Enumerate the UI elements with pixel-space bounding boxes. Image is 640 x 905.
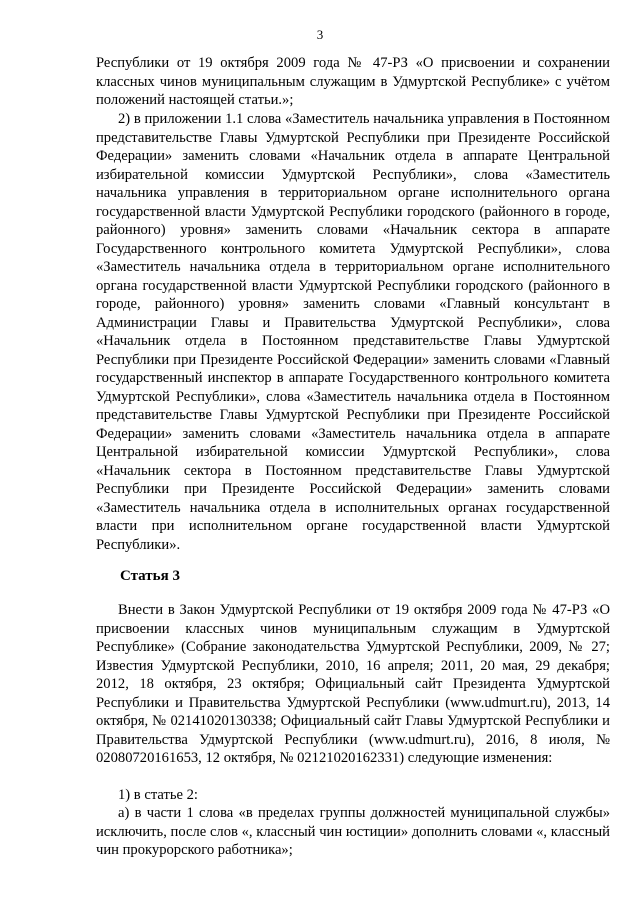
paragraph-item-2: 2) в приложении 1.1 слова «Заместитель начальника управления в Постоянном представительстве Главы Удмуртской Республики при Президенте Российской Федерации» заменить словами «Начальник отдела в аппарате Центральной избирательной комиссии Удмуртской Республики», слова «Заместитель начальника управления в территориальном органе исполнительного органа государственной власти Удмуртской Республики городского (районного в городе, районного) уровня» заменить словами «Начальник сектора в аппарате Государственного контрольного комитета Удмуртской Республики», слова «Заместитель начальника отдела в территориальном органе исполнительного органа государственной власти Удмуртской Республики городского (районного в городе, районного) уровня» заменить словами «Главный консультант в Администрации Главы и Правительства Удмуртской Республики», слова «Начальник отдела в Постоянном представительстве Главы Удмуртской Республики при Президенте Российской Федерации» заменить словами «Главный государственный инспектор в аппарате Государственного контрольного комитета Удмуртской Республики», слова «Заместитель начальника отдела в Постоянном представительстве Главы Удмуртской Республики при Президенте Российской Федерации» заменить словами «Заместитель начальника отдела в аппарате Центральной избирательной комиссии Удмуртской Республики», слова «Начальник сектора в Постоянном представительстве Главы Удмуртской Республики при Президенте Российской Федерации» заменить словами «Заместитель начальника отдела в исполнительных органах государственной власти при исполнительном органе государственной власти Удмуртской Республики». [96,111,610,553]
paragraph-subitem-a: а) в части 1 слова «в пределах группы должностей муниципальной службы» исключить, после слов «, классный чин юстиции» дополнить словами «, классный чин прокурорского работника»; [96,805,610,858]
page-number: 3 [316,27,324,42]
paragraph-item-1: 1) в статье 2: [118,787,198,803]
paragraph-continuation: Республики от 19 октября 2009 года № 47-РЗ «О присвоении и сохранении классных чинов муниципальным служащим в Удмуртской Республике» с учётом положений настоящей статьи.»; [96,55,610,108]
article-heading: Статья 3 [120,568,180,584]
paragraph-article-3-intro: Внести в Закон Удмуртской Республики от 19 октября 2009 года № 47-РЗ «О присвоении классных чинов муниципальным служащим в Удмуртской Республике» (Собрание законодательства Удмуртской Республики, 2009, № 27; Известия Удмуртской Республики, 2010, 16 апреля; 2011, 20 мая, 29 декабря; 2012, 18 октября, 23 октября; Официальный сайт Президента Удмуртской Республики и Правительства Удмуртской Республики (www.udmurt.ru), 2013, 14 октября, № 02141020130338; Официальный сайт Главы Удмуртской Республики и Правительства Удмуртской Республики (www.udmurt.ru), 2016, 8 июля, № 02080720161653, 12 октября, № 02121020162331) следующие изменения: [96,602,610,766]
